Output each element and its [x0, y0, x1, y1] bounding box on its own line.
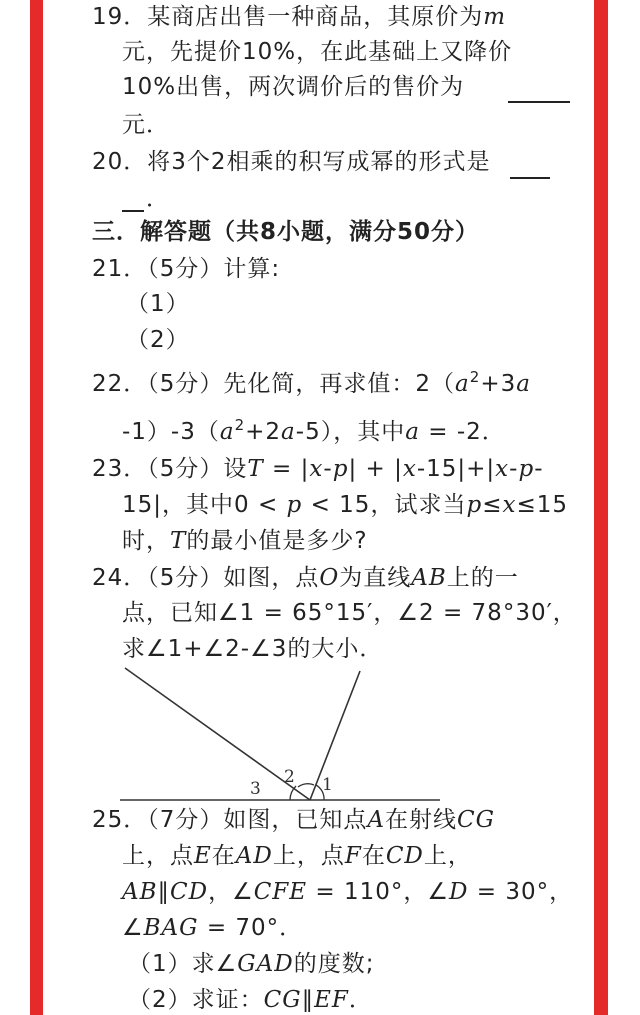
- q20-line2: ．: [146, 186, 170, 212]
- q20-answer-blank-part2[interactable]: [122, 210, 144, 212]
- q25-line3: AB∥CD，∠CFE = 110°，∠D = 30°，: [122, 879, 574, 905]
- q19-line2: 元，先提价10%，在此基础上又降价: [122, 39, 513, 65]
- q24-angle-figure: [120, 663, 450, 803]
- section3-title: 三．解答题（共8小题，满分50分）: [92, 219, 480, 245]
- q25-line2: 上，点E在AD上，点F在CD上，: [122, 843, 472, 869]
- angle-2-arc: [298, 784, 314, 787]
- q19-answer-blank[interactable]: [508, 101, 570, 103]
- q22-line2: $-1)-3(a^2+2a-5)$，其中a = -2．: [122, 416, 506, 445]
- q25-part2: （2）求证：CG∥EF．: [128, 987, 373, 1013]
- q19-line3: 10%出售，两次调价后的售价为: [122, 74, 465, 100]
- q20-answer-blank-part1[interactable]: [510, 177, 550, 179]
- q23-line3: 时，T的最小值是多少?: [122, 528, 368, 554]
- q24-line1: 24．（5分）如图，点O为直线AB上的一: [92, 565, 519, 591]
- angle-2-label: 2: [284, 767, 295, 787]
- right-border: [594, 0, 608, 1015]
- angle-1-label: 1: [322, 775, 333, 795]
- q23-line1: 23．（5分）设T = |x-p| + |x-15|+|x-p-: [92, 456, 544, 482]
- left-border: [30, 0, 43, 1015]
- ray-right: [310, 671, 360, 800]
- q25-line4: ∠BAG = 70°．: [122, 915, 304, 941]
- q20-line1: 20．将3个2相乘的积写成幂的形式是: [92, 149, 491, 175]
- q24-line2: 点，已知∠1 = 65°15′，∠2 = 78°30′，: [122, 600, 577, 626]
- ray-left: [125, 668, 310, 800]
- q19-line1: 19．某商店出售一种商品，其原价为m: [92, 4, 507, 30]
- angle-3-label: 3: [250, 779, 261, 799]
- q22-line1: 22．（5分）先化简，再求值：$2(a^2+3a$: [92, 368, 531, 397]
- q21-part2: （2）: [126, 327, 190, 353]
- q21-line1: 21．（5分）计算:: [92, 256, 281, 282]
- q25-part1: （1）求∠GAD的度数;: [128, 951, 375, 977]
- q25-line1: 25．（7分）如图，已知点A在射线CG: [92, 807, 496, 833]
- q24-line3: 求∠1+∠2-∠3的大小．: [122, 636, 384, 662]
- q19-line4: 元．: [122, 112, 170, 138]
- q21-part1: （1）: [126, 291, 190, 317]
- q23-line2: 15|，其中0 < p < 15，试求当p≤x≤15: [122, 492, 568, 518]
